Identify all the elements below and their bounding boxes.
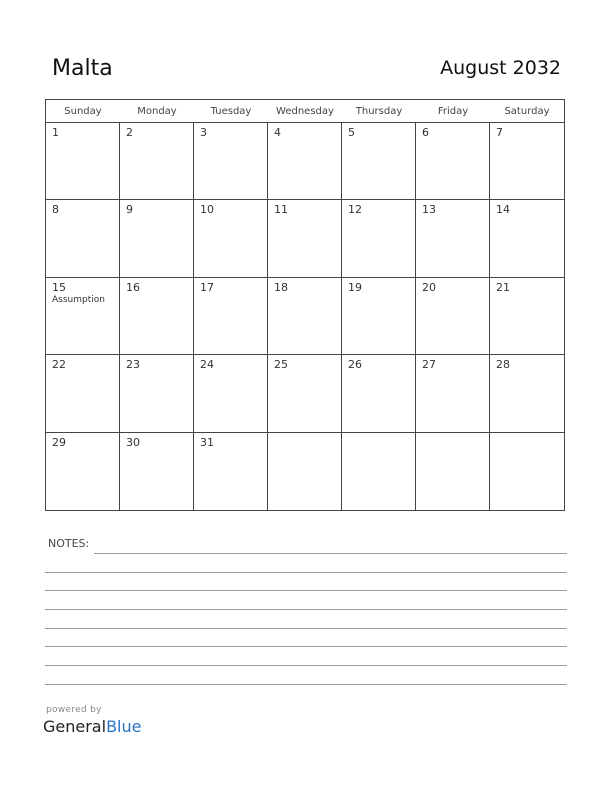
day-cell <box>46 123 120 199</box>
day-number: 17 <box>200 280 214 294</box>
day-cell <box>194 200 268 276</box>
day-cell <box>490 278 564 354</box>
day-cell <box>416 433 490 510</box>
day-number: 6 <box>422 126 429 139</box>
calendar-grid <box>45 99 565 511</box>
day-number: 18 <box>274 280 288 294</box>
day-cell <box>490 123 564 199</box>
brand-general-text: General <box>43 717 107 736</box>
day-number: 2 <box>126 126 133 139</box>
notes-line <box>45 609 567 610</box>
day-cell <box>490 355 564 431</box>
weekday-tuesday: Tuesday <box>210 106 252 117</box>
day-cell <box>416 278 490 354</box>
day-number: 30 <box>126 435 140 449</box>
notes-line <box>45 684 567 685</box>
week-row <box>46 278 564 355</box>
day-cell <box>268 278 342 354</box>
day-number: 3 <box>200 126 207 139</box>
day-cell <box>268 200 342 276</box>
day-cell <box>194 123 268 199</box>
day-cell <box>416 355 490 431</box>
day-number: 26 <box>348 358 362 372</box>
day-cell <box>120 355 194 431</box>
day-number: 7 <box>496 126 503 139</box>
day-cell <box>490 433 564 510</box>
day-cell <box>46 355 120 431</box>
day-cell <box>268 433 342 510</box>
day-number: 1 <box>52 126 59 139</box>
weekday-monday: Monday <box>137 106 177 117</box>
day-number: 12 <box>348 203 362 217</box>
week-row <box>46 355 564 432</box>
day-cell <box>194 433 268 510</box>
day-cell <box>416 200 490 276</box>
day-cell <box>342 200 416 276</box>
notes-line <box>45 628 567 629</box>
holiday-label: Assumption <box>52 294 105 305</box>
weekday-friday: Friday <box>437 106 469 117</box>
weekday-wednesday: Wednesday <box>276 106 334 117</box>
day-cell <box>120 433 194 510</box>
day-number: 11 <box>274 203 288 217</box>
day-number: 27 <box>422 358 436 372</box>
day-number: 8 <box>52 203 59 217</box>
notes-line <box>94 553 567 554</box>
day-number: 29 <box>52 435 66 449</box>
day-number: 13 <box>422 203 436 217</box>
day-cell <box>46 200 120 276</box>
day-cell <box>342 123 416 199</box>
day-number: 15 <box>52 280 66 294</box>
country-title: Malta <box>52 56 113 81</box>
week-row <box>46 433 564 510</box>
day-cell <box>416 123 490 199</box>
weekday-thursday: Thursday <box>355 106 403 117</box>
day-number: 21 <box>496 280 510 294</box>
day-number: 23 <box>126 358 140 372</box>
day-number: 19 <box>348 280 362 294</box>
day-cell <box>342 433 416 510</box>
day-cell <box>268 123 342 199</box>
day-cell <box>194 278 268 354</box>
day-cell <box>194 355 268 431</box>
week-row <box>46 200 564 277</box>
day-number: 9 <box>126 203 133 217</box>
notes-line <box>45 590 567 591</box>
day-number: 14 <box>496 203 510 217</box>
month-year-title: August 2032 <box>440 57 561 79</box>
day-cell <box>342 278 416 354</box>
weekday-saturday: Saturday <box>504 106 550 117</box>
generalblue-logo <box>43 717 141 736</box>
day-number: 10 <box>200 203 214 217</box>
day-cell <box>342 355 416 431</box>
day-number: 31 <box>200 435 214 449</box>
notes-line <box>45 646 567 647</box>
weekday-header-row <box>46 100 564 123</box>
day-cell <box>120 123 194 199</box>
day-number: 5 <box>348 126 355 139</box>
day-cell <box>490 200 564 276</box>
day-number: 4 <box>274 126 281 139</box>
day-number: 16 <box>126 280 140 294</box>
notes-label: NOTES: <box>48 537 90 550</box>
day-number: 25 <box>274 358 288 372</box>
day-cell <box>120 278 194 354</box>
day-cell <box>120 200 194 276</box>
powered-by-text: powered by <box>46 705 102 715</box>
day-number: 24 <box>200 358 214 372</box>
weeks-container <box>46 123 564 510</box>
day-number: 22 <box>52 358 66 372</box>
notes-line <box>45 665 567 666</box>
week-row <box>46 123 564 200</box>
day-cell <box>46 278 120 354</box>
weekday-sunday: Sunday <box>64 106 102 117</box>
day-number: 28 <box>496 358 510 372</box>
brand-blue-text: Blue <box>106 717 142 736</box>
notes-line <box>45 572 567 573</box>
day-cell <box>268 355 342 431</box>
day-cell <box>46 433 120 510</box>
day-number: 20 <box>422 280 436 294</box>
